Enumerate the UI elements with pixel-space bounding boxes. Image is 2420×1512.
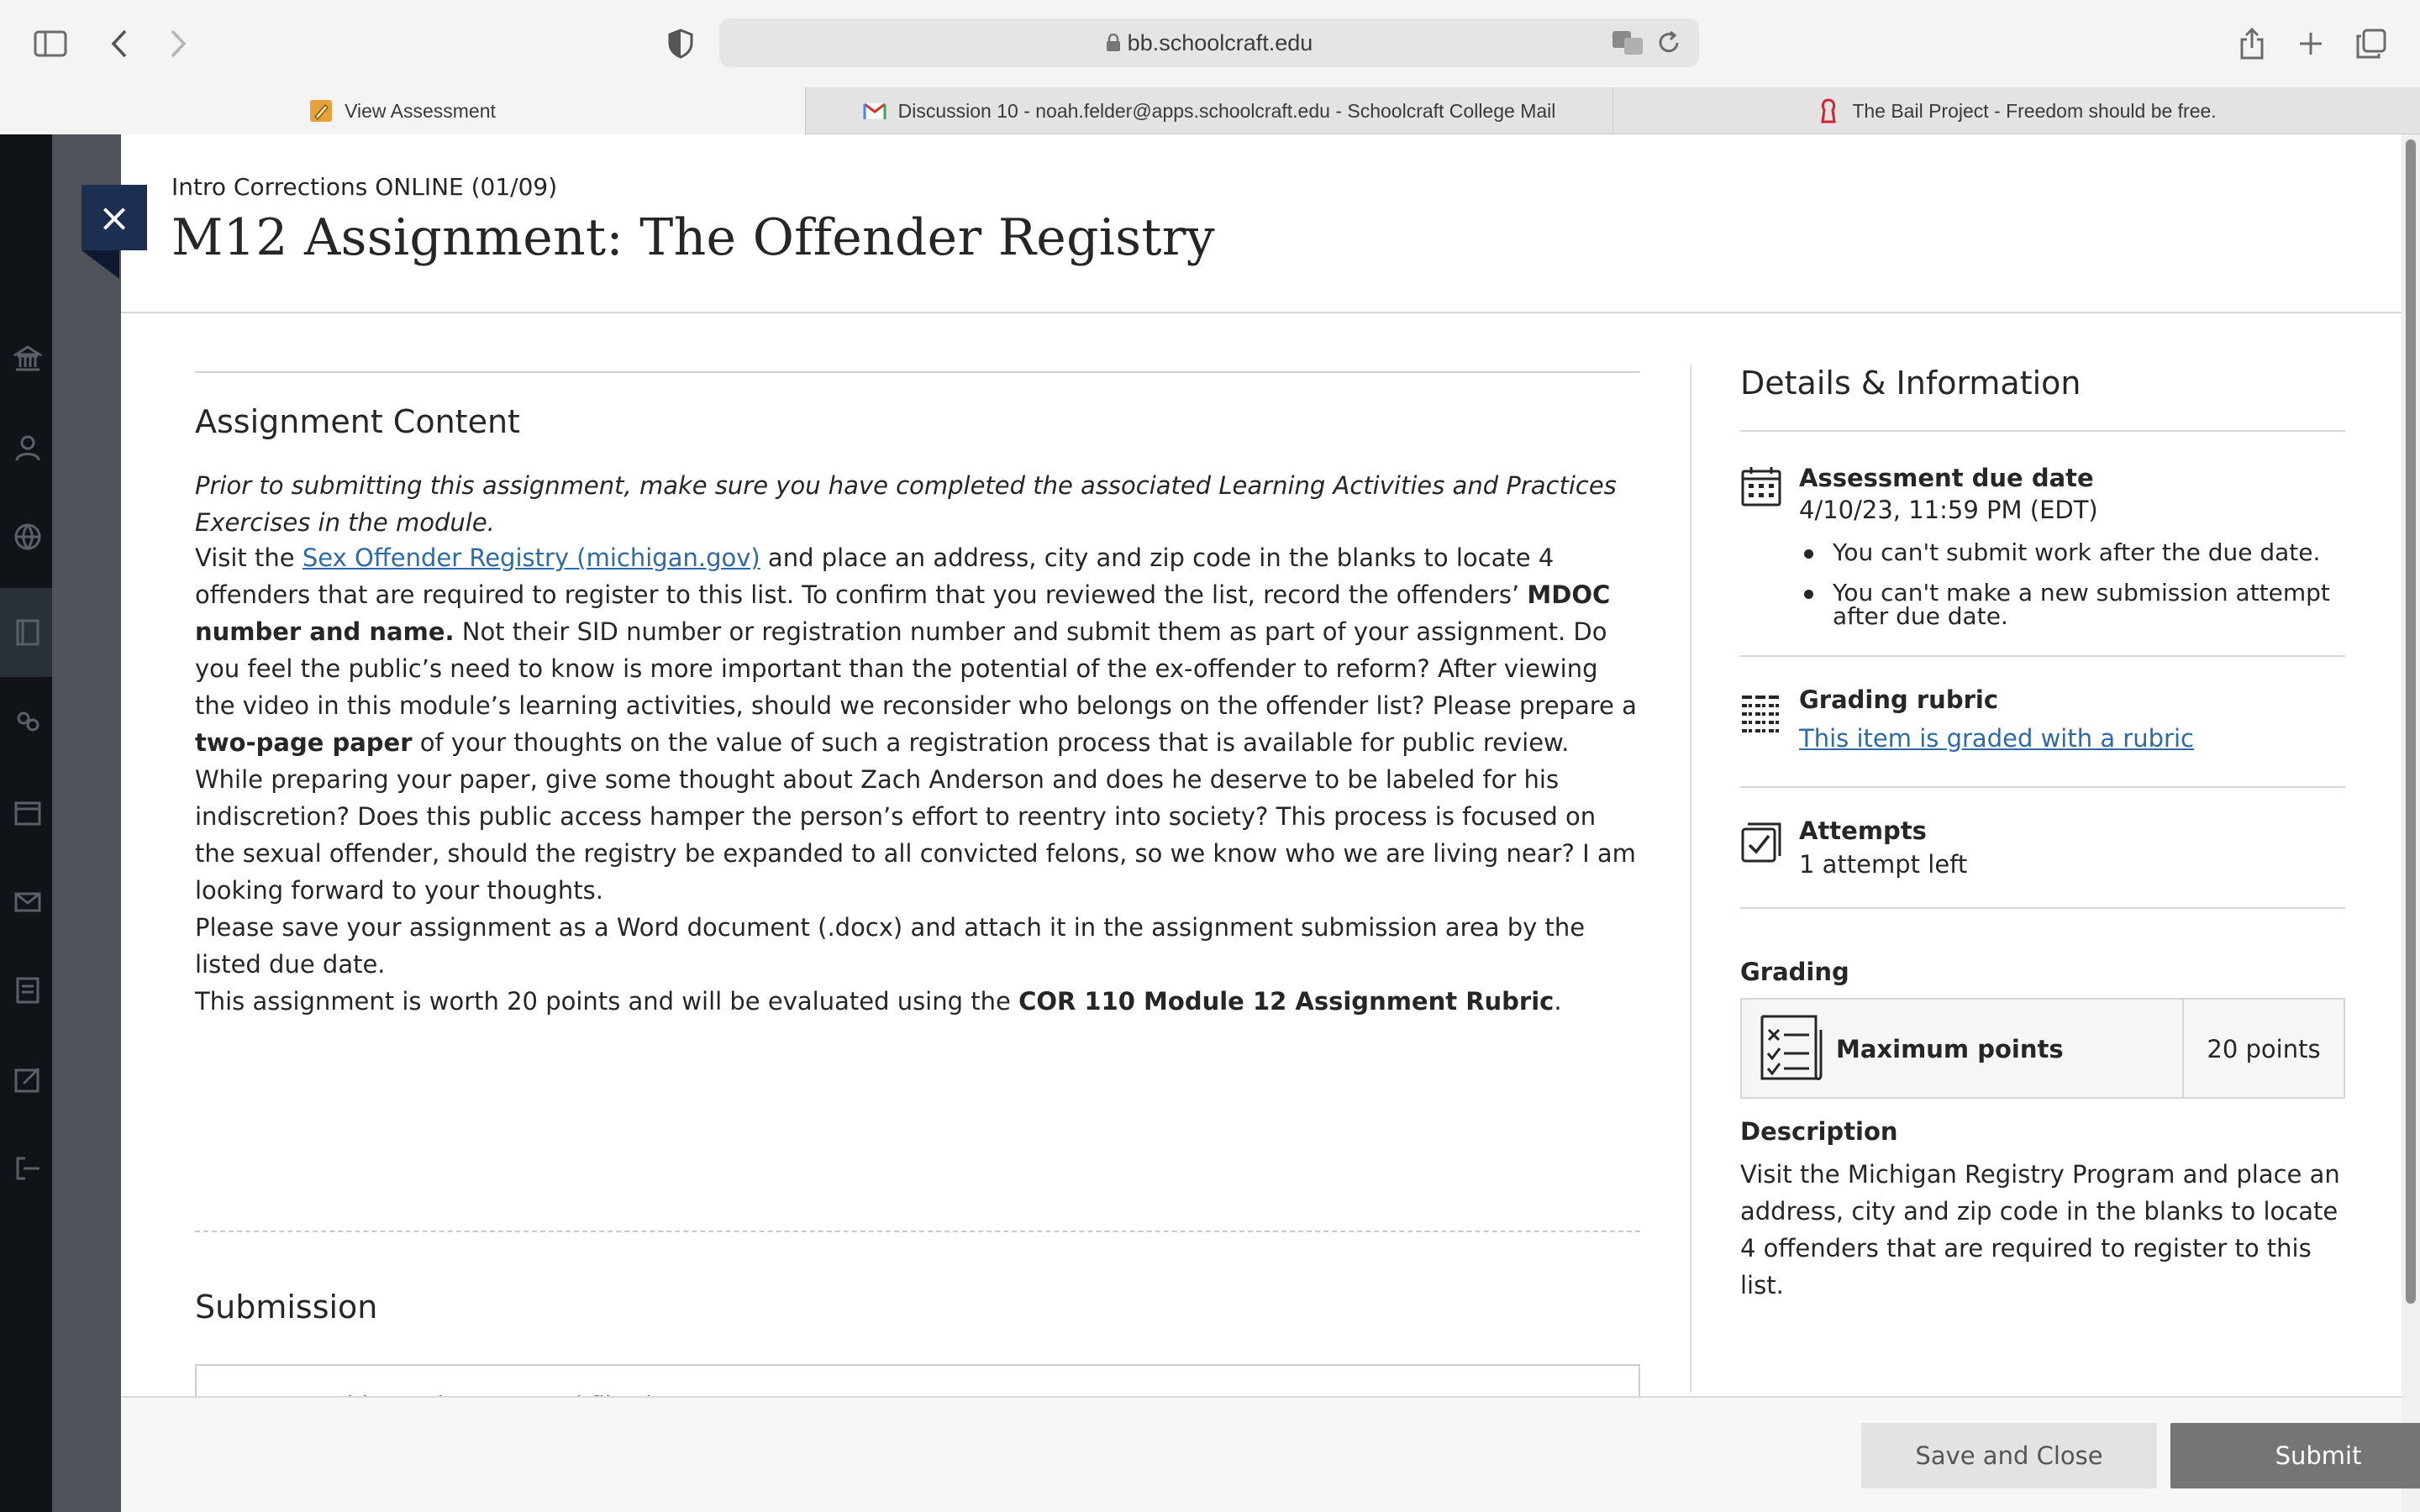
description-text: Visit the Michigan Registry Program and place an address, city and zip code in the blanks to locate 4 offenders that are required to register to this list. bbox=[1740, 1160, 2340, 1299]
grades-icon bbox=[13, 976, 42, 1005]
course-name: Intro Corrections ONLINE (01/09) bbox=[171, 173, 558, 201]
tab-gmail[interactable] bbox=[805, 87, 1612, 134]
assignment-points-note bbox=[195, 983, 1640, 1020]
details-divider bbox=[1740, 907, 2345, 909]
background-nav-sidebar bbox=[0, 134, 52, 1512]
tab-label: Discussion 10 - noah.felder@apps.schoolcraft.edu - Schoolcraft College Mail bbox=[897, 99, 1556, 122]
page-title: M12 Assignment: The Offender Registry bbox=[171, 208, 1215, 267]
new-tab-icon[interactable] bbox=[2292, 25, 2329, 62]
sign-out-icon bbox=[13, 1154, 42, 1183]
rubric-name: COR 110 Module 12 Assignment Rubric bbox=[1018, 987, 1555, 1016]
attempts-value: 1 attempt left bbox=[1799, 850, 1968, 879]
privacy-shield-icon[interactable] bbox=[662, 25, 699, 62]
checklist-icon bbox=[1757, 1011, 1824, 1084]
calendar-icon bbox=[13, 798, 42, 827]
due-note: You can't make a new submission attempt after due date. bbox=[1799, 581, 2345, 628]
points-text: . bbox=[1554, 987, 1562, 1016]
due-date-notes bbox=[1799, 538, 2345, 645]
description-heading: Description bbox=[1740, 1117, 1898, 1146]
panel-header bbox=[121, 134, 2402, 313]
translate-icon[interactable] bbox=[1612, 30, 1644, 59]
due-date-label: Assessment due date bbox=[1799, 464, 2094, 492]
url-display bbox=[719, 30, 1699, 58]
lock-icon bbox=[1106, 32, 1121, 58]
content-submission-divider bbox=[195, 1231, 1640, 1232]
panel-footer bbox=[121, 1396, 2402, 1512]
panel-scrollbar-thumb[interactable] bbox=[2406, 139, 2416, 1304]
sex-offender-registry-link[interactable]: Sex Offender Registry (michigan.gov) bbox=[302, 543, 760, 572]
assignment-content-heading: Assignment Content bbox=[195, 403, 520, 440]
tab-bail-project[interactable] bbox=[1612, 87, 2420, 134]
back-icon[interactable] bbox=[101, 25, 138, 62]
share-icon[interactable] bbox=[2233, 25, 2270, 62]
bail-project-icon bbox=[1817, 99, 1840, 123]
grading-rubric-link[interactable]: This item is graded with a rubric bbox=[1799, 724, 2194, 753]
attempts-checkbox-icon bbox=[1740, 822, 1782, 864]
forward-icon[interactable] bbox=[160, 25, 197, 62]
profile-icon bbox=[13, 433, 42, 462]
assignment-instructions bbox=[195, 539, 1640, 909]
assignment-intro: Prior to submitting this assignment, make sure you have completed the associated Learning Activities and Practices Exercises in the module. bbox=[195, 471, 1617, 537]
tab-label: The Bail Project - Freedom should be free. bbox=[1852, 99, 2217, 122]
globe-icon bbox=[13, 522, 42, 551]
tab-view-assessment[interactable] bbox=[0, 87, 805, 134]
messages-icon bbox=[13, 887, 42, 916]
instructions-text: and place an address, city and zip code in the blanks to locate 4 offenders that are required to register to this list. To confirm that you reviewed the list, record the offenders’ bbox=[195, 543, 1555, 609]
save-and-close-button[interactable]: Save and Close bbox=[1861, 1423, 2157, 1488]
instructions-emphasis: two-page paper bbox=[195, 728, 413, 757]
due-note: You can't submit work after the due date. bbox=[1799, 541, 2345, 564]
rubric-grid-icon bbox=[1740, 692, 1782, 734]
section-divider bbox=[195, 371, 1640, 373]
details-divider bbox=[1740, 786, 2345, 788]
details-heading: Details & Information bbox=[1740, 365, 2081, 402]
sidebar-toggle-icon[interactable] bbox=[32, 25, 69, 62]
assignment-format-note: Please save your assignment as a Word document (.docx) and attach it in the assignment submission area by the listed due date. bbox=[195, 913, 1586, 979]
address-bar[interactable] bbox=[719, 18, 1699, 67]
grading-heading: Grading bbox=[1740, 958, 1849, 986]
close-panel-button[interactable] bbox=[82, 185, 147, 250]
max-points-label: Maximum points bbox=[1836, 1035, 2064, 1063]
tools-icon bbox=[13, 1065, 42, 1094]
gmail-icon bbox=[863, 99, 886, 123]
instructions-text: Not their SID number or registration number and submit them as part of your assignment. Do you feel the public’s need to know is more important than the potential of the ex-offender to reform? After viewing the video in this module’s learning activities, should we reconsider who belongs on the offender list? Please prepare a bbox=[195, 617, 1637, 720]
points-text: This assignment is worth 20 points and will be evaluated using the bbox=[195, 987, 1019, 1016]
close-icon: × bbox=[97, 195, 131, 240]
pencil-favicon-icon bbox=[309, 99, 333, 123]
grading-rubric-label: Grading rubric bbox=[1799, 685, 1999, 714]
tab-bar bbox=[0, 87, 2420, 134]
reload-icon[interactable] bbox=[1657, 30, 1681, 59]
details-divider bbox=[1740, 655, 2345, 657]
submission-heading: Submission bbox=[195, 1289, 378, 1326]
groups-icon bbox=[13, 709, 42, 738]
submit-button[interactable]: Submit bbox=[2170, 1423, 2420, 1488]
courses-icon bbox=[13, 618, 42, 647]
tab-overview-icon[interactable] bbox=[2353, 25, 2390, 62]
due-date-value: 4/10/23, 11:59 PM (EDT) bbox=[1799, 496, 2098, 524]
close-button-tail bbox=[82, 250, 119, 279]
browser-toolbar bbox=[0, 0, 2420, 87]
instructions-text: of your thoughts on the value of such a registration process that is available for public review. While preparing your paper, give some thought about Zach Anderson and does he deserve to be labeled for his indiscretion? Does this public access hamper the person’s effort to reentry into society? This process is focused on the sexual offender, should the registry be expanded to all convicted felons, so we know who we are living near? I am looking forward to your thoughts. bbox=[195, 728, 1636, 905]
calendar-icon bbox=[1740, 465, 1782, 507]
instructions-text: Visit the bbox=[195, 543, 302, 572]
max-points-box bbox=[1740, 998, 2345, 1099]
max-points-value: 20 points bbox=[2207, 1035, 2321, 1063]
url-text: bb.schoolcraft.edu bbox=[1127, 30, 1313, 55]
tab-label: View Assessment bbox=[345, 99, 496, 122]
attempts-label: Attempts bbox=[1799, 816, 1927, 845]
details-divider bbox=[1740, 430, 2345, 432]
instructions-emphasis: MDOC number and name. bbox=[195, 580, 1611, 646]
background-content-dimmed bbox=[52, 134, 123, 1512]
column-divider bbox=[1690, 365, 1691, 1393]
institution-icon bbox=[13, 344, 42, 373]
